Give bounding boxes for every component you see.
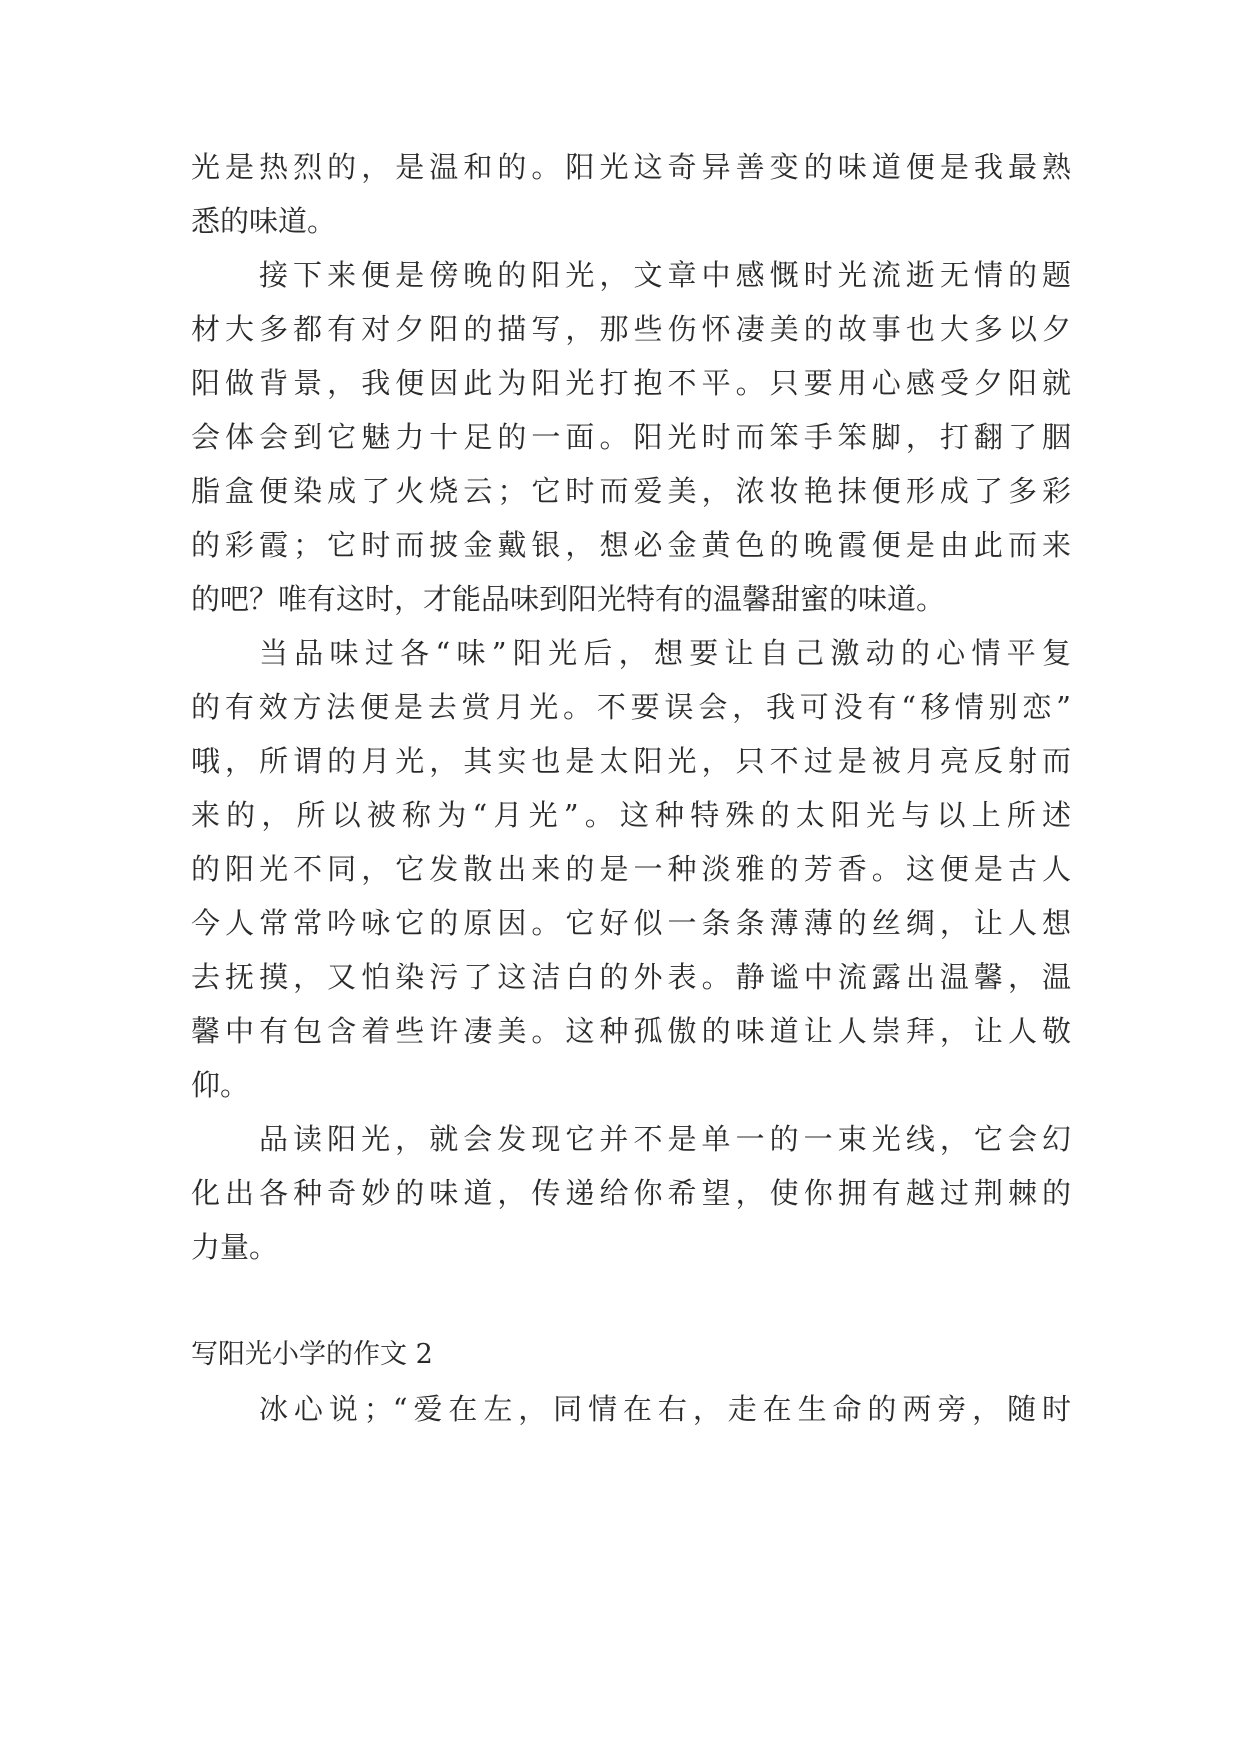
paragraph-2-line-5: 脂盒便染成了火烧云；它时而爱美，浓妆艳抹便形成了多彩	[191, 474, 1071, 508]
paragraph-3-line-8: 馨中有包含着些许凄美。这种孤傲的味道让人崇拜，让人敬	[191, 1014, 1071, 1048]
paragraph-3-line-3: 哦，所谓的月光，其实也是太阳光，只不过是被月亮反射而	[191, 744, 1071, 778]
paragraph-2-line-6: 的彩霞；它时而披金戴银，想必金黄色的晚霞便是由此而来	[191, 528, 1071, 562]
paragraph-3-line-5: 的阳光不同，它发散出来的是一种淡雅的芳香。这便是古人	[191, 852, 1071, 886]
paragraph-1-line-2: 悉的味道。	[191, 204, 337, 238]
paragraph-2-line-7: 的吧？唯有这时，才能品味到阳光特有的温馨甜蜜的味道。	[191, 582, 946, 616]
section-2-paragraph-1-line-1: 冰心说；“爱在左，同情在右，走在生命的两旁，随时	[259, 1392, 1071, 1426]
section-heading: 写阳光小学的作文 2	[191, 1339, 433, 1370]
paragraph-2-line-2: 材大多都有对夕阳的描写，那些伤怀凄美的故事也大多以夕	[191, 312, 1071, 346]
paragraph-3-line-7: 去抚摸，又怕染污了这洁白的外表。静谧中流露出温馨，温	[191, 960, 1071, 994]
paragraph-3-line-9: 仰。	[191, 1068, 250, 1102]
paragraph-3-line-6: 今人常常吟咏它的原因。它好似一条条薄薄的丝绸，让人想	[191, 906, 1071, 940]
paragraph-4-line-2: 化出各种奇妙的味道，传递给你希望，使你拥有越过荆棘的	[191, 1176, 1071, 1210]
paragraph-3-line-2: 的有效方法便是去赏月光。不要误会，我可没有“移情别恋”	[191, 690, 1071, 724]
paragraph-4-line-3: 力量。	[191, 1230, 279, 1264]
paragraph-4-line-1: 品读阳光，就会发现它并不是单一的一束光线，它会幻	[259, 1122, 1071, 1156]
paragraph-3-line-1: 当品味过各“味”阳光后，想要让自己激动的心情平复	[259, 636, 1071, 670]
paragraph-2-line-4: 会体会到它魅力十足的一面。阳光时而笨手笨脚，打翻了胭	[191, 420, 1071, 454]
paragraph-2-line-1: 接下来便是傍晚的阳光，文章中感慨时光流逝无情的题	[259, 258, 1071, 292]
paragraph-2-line-3: 阳做背景，我便因此为阳光打抱不平。只要用心感受夕阳就	[191, 366, 1071, 400]
paragraph-3-line-4: 来的，所以被称为“月光”。这种特殊的太阳光与以上所述	[191, 798, 1071, 832]
paragraph-1-line-1: 光是热烈的，是温和的。阳光这奇异善变的味道便是我最熟	[191, 150, 1071, 184]
